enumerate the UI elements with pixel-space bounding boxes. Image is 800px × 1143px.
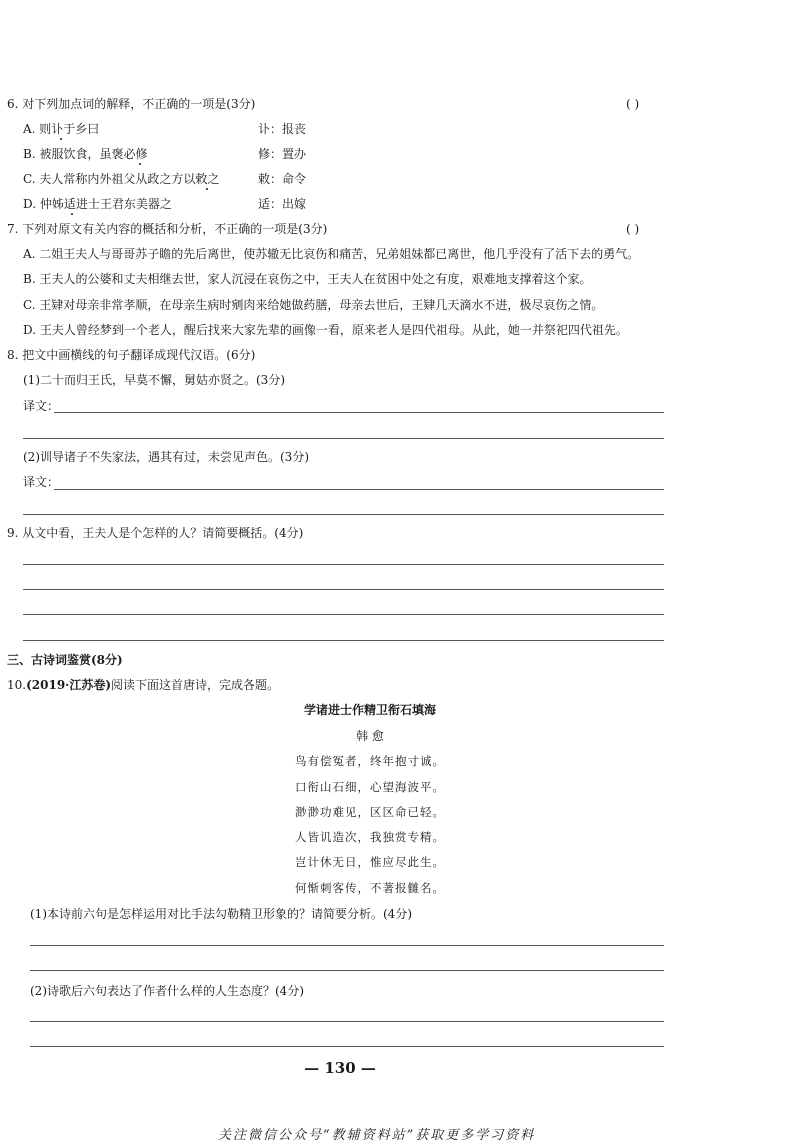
answer-line [23, 564, 664, 565]
q6-answer-paren: ( ) [626, 97, 640, 111]
emphasis-dot [71, 213, 73, 215]
answer-line [23, 640, 664, 641]
footer-notice: 关注微信公众号“教辅资料站”获取更多学习资料 [218, 1128, 536, 1143]
q6-stem: 6. 对下列加点词的解释，不正确的一项是(3分) [7, 97, 256, 111]
q10-source: (2019·江苏卷) [26, 678, 112, 692]
q6-option-d-gloss: 适：出嫁 [258, 197, 307, 211]
q6-option-b: B. 被服饮食，虽褒必修 [23, 147, 148, 161]
poem-line: 口衔山石细，心望海波平。 [295, 780, 445, 794]
q10-subquestion-2: (2)诗歌后六句表达了作者什么样的人生态度？(4分) [30, 984, 304, 998]
poem-line: 人皆讥造次，我独赏专精。 [295, 830, 445, 844]
answer-line [23, 514, 664, 515]
poem-line: 何惭刺客传，不著报雠名。 [295, 881, 445, 895]
q10-stem: 阅读下面这首唐诗，完成各题。 [111, 678, 280, 692]
q8-sentence-2: (2)训导诸子不失家法，遇其有过，未尝见声色。(3分) [23, 450, 309, 464]
q8-sentence-1: (1)二十而归王氏，早莫不懈，舅姑亦贤之。(3分) [23, 373, 285, 387]
poem-author: 韩 愈 [356, 729, 384, 743]
emphasis-dot [60, 138, 62, 140]
section-heading: 三、古诗词鉴赏(8分) [7, 653, 123, 667]
q8-translation-label-1: 译文： [23, 399, 60, 413]
q6-option-b-gloss: 修：置办 [258, 147, 307, 161]
poem-line: 渺渺功难见，区区命已轻。 [295, 805, 445, 819]
answer-line [23, 614, 664, 615]
q6-option-c-gloss: 敕：命令 [258, 172, 307, 186]
q7-option-d: D. 王夫人曾经梦到一个老人，醒后找来大家先辈的画像一看，原来老人是四代祖母。从此，她一并祭祀四代祖先。 [23, 323, 628, 337]
q7-stem: 7. 下列对原文有关内容的概括和分析，不正确的一项是(3分) [7, 222, 328, 236]
q6-option-a-gloss: 讣：报丧 [258, 122, 307, 136]
poem-line: 岂计休无日，惟应尽此生。 [295, 855, 445, 869]
poem-line: 鸟有偿冤者，终年抱寸诚。 [295, 754, 445, 768]
q8-translation-label-2: 译文： [23, 475, 60, 489]
page-number: — 130 — [304, 1059, 376, 1077]
emphasis-dot [139, 163, 141, 165]
q9-stem: 9. 从文中看，王夫人是个怎样的人？请简要概括。(4分) [7, 526, 304, 540]
q7-option-b: B. 王夫人的公婆和丈夫相继去世，家人沉浸在哀伤之中，王夫人在贫困中处之有度，艰难地支撑着这个家。 [23, 272, 592, 286]
q7-answer-paren: ( ) [626, 222, 640, 236]
answer-line [30, 945, 664, 946]
q7-option-c: C. 王肄对母亲非常孝顺，在母亲生病时剜肉来给她做药膳，母亲去世后，王肄几天滴水不进，极尽哀伤之情。 [23, 298, 604, 312]
poem-title: 学诸进士作精卫衔石填海 [303, 703, 436, 717]
q10-subquestion-1: (1)本诗前六句是怎样运用对比手法勾勒精卫形象的？请简要分析。(4分) [30, 907, 412, 921]
q8-stem: 8. 把文中画横线的句子翻译成现代汉语。(6分) [7, 348, 256, 362]
answer-line [30, 1021, 664, 1022]
q6-option-d: D. 仲姊适进士王君东美器之 [23, 197, 172, 211]
q10-line [7, 677, 279, 693]
q6-option-c: C. 夫人常称内外祖父从政之方以敕之 [23, 172, 220, 186]
answer-line [30, 970, 664, 971]
answer-line [23, 589, 664, 590]
emphasis-dot [206, 188, 208, 190]
q10-number: 10. [7, 678, 27, 692]
answer-line [54, 412, 664, 413]
answer-line [23, 438, 664, 439]
answer-line [30, 1046, 664, 1047]
answer-line [54, 489, 664, 490]
q7-option-a: A. 二姐王夫人与哥哥苏子瞻的先后离世，使苏辙无比哀伤和痛苦，兄弟姐妹都已离世，他几乎没有了活下去的勇气。 [23, 247, 640, 261]
q6-option-a: A. 则讣于乡曰 [23, 122, 100, 136]
